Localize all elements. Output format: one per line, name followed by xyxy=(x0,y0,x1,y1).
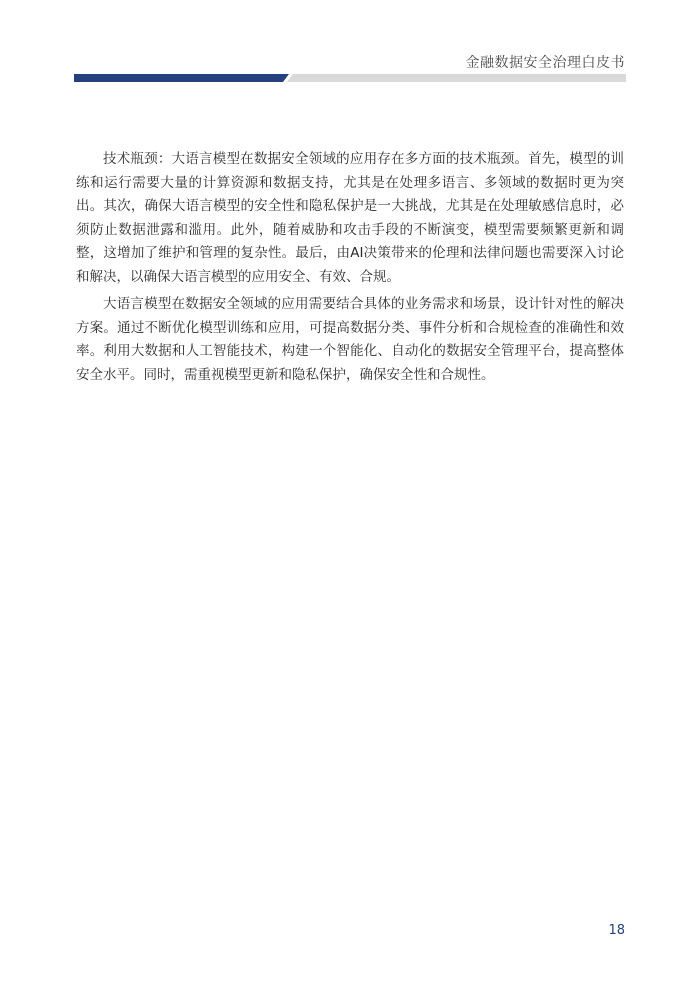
page-number: 18 xyxy=(608,923,625,938)
header-rule-accent xyxy=(74,74,289,82)
paragraph-application-summary: 大语言模型在数据安全领域的应用需要结合具体的业务需求和场景，设计针对性的解决方案。通过不断优化模型训练和应用，可提高数据分类、事件分析和合规检查的准确性和效率。利用大数据和人工智能技术，构建一个智能化、自动化的数据安全管理平台，提高整体安全水平。同时，需重视模型更新和隐私保护，确保安全性和合规性。 xyxy=(76,296,624,383)
header-rule-secondary xyxy=(287,74,626,82)
body-text xyxy=(76,148,624,391)
header-title: 金融数据安全治理白皮书 xyxy=(465,55,625,71)
header-rule xyxy=(74,74,626,82)
paragraph-technical-bottlenecks: 技术瓶颈：大语言模型在数据安全领域的应用存在多方面的技术瓶颈。首先，模型的训练和运行需要大量的计算资源和数据支持，尤其是在处理多语言、多领域的数据时更为突出。其次，确保大语言模型的安全性和隐私保护是一大挑战，尤其是在处理敏感信息时，必须防止数据泄露和滥用。此外，随着威胁和攻击手段的不断演变，模型需要频繁更新和调整，这增加了维护和管理的复杂性。最后，由AI决策带来的伦理和法律问题也需要深入讨论和解决，以确保大语言模型的应用安全、有效、合规。 xyxy=(76,151,624,285)
